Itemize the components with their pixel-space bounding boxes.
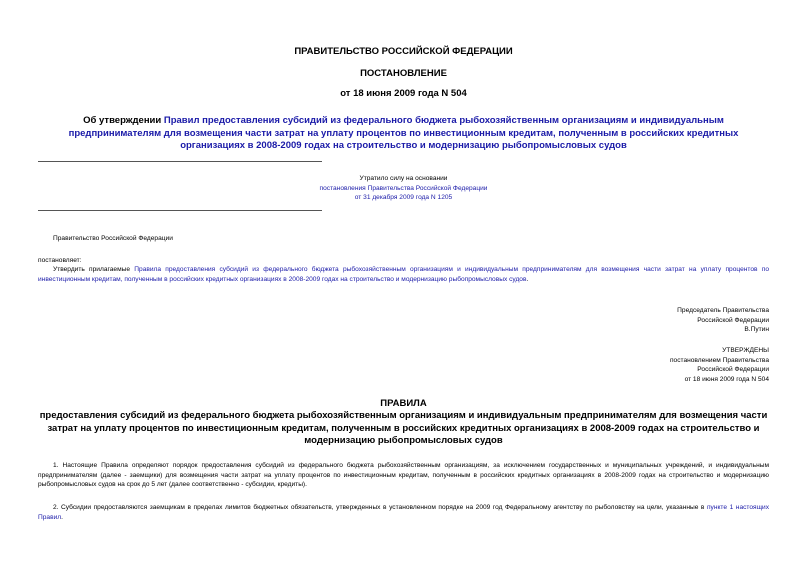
rules-paragraph-2 — [38, 503, 769, 522]
divider-bottom — [38, 210, 322, 211]
title-prefix: Об утверждении — [83, 115, 164, 126]
approve-prefix: Утвердить прилагаемые — [53, 266, 135, 273]
approval-date: от 18 июня 2009 года N 504 — [684, 375, 769, 383]
status-note — [270, 174, 537, 203]
approve-rules-link[interactable]: Правила предоставления субсидий из федерального бюджета рыбохозяйственным организациям и индивидуальным предпринимателям для возмещения части затрат на уплату процентов по инвестиционным кредитам, полученным в российских кредитных организациях в 2008-2009 годах на строительство и модернизацию рыбопромысловых судов — [38, 266, 769, 283]
status-note-link-1[interactable]: постановления Правительства Российской Федерации — [319, 184, 488, 192]
p2-suffix: . — [61, 513, 63, 521]
status-note-text: Утратило силу на основании — [359, 175, 448, 182]
approval-block — [500, 346, 769, 384]
document-type-heading: ПОСТАНОВЛЕНИЕ — [360, 68, 447, 79]
rules-subheading: предоставления субсидий из федерального бюджета рыбохозяйственным организациям и индивидуальным предпринимателям для возмещения части затрат на уплату процентов по инвестиционным кредитам, полученным в российских кредитных организациях в 2008-2009 годах на строительство и модернизацию рыбопромысловых судов — [39, 410, 768, 446]
title-link[interactable]: Правил предоставления субсидий из федерального бюджета рыбохозяйственным организациям и индивидуальным предпринимателям для возмещения части затрат на уплату процентов по инвестиционным кредитам, полученным в российских кредитных организациях в 2008-2009 годах на строительство и модернизацию рыбопромысловых судов — [68, 115, 739, 151]
signature-block — [500, 306, 769, 335]
status-note-link-2[interactable]: от 31 декабря 2009 года N 1205 — [354, 194, 453, 201]
p2-prefix: 2. Субсидии предоставляются заемщикам в пределах лимитов бюджетных обязательств, утвержденных в установленном порядке на 2009 год Федеральному агентству по рыболовству на цели, указанные в — [53, 504, 707, 511]
approve-suffix: . — [526, 275, 529, 283]
approval-title: УТВЕРЖДЕНЫ — [722, 347, 769, 354]
rules-heading: ПРАВИЛА — [380, 398, 427, 409]
approval-by: постановлением Правительства — [669, 356, 769, 364]
approval-country: Российской Федерации — [697, 366, 769, 373]
decrees-text: постановляет: — [38, 257, 82, 264]
signature-name: В.Путин — [744, 326, 769, 333]
document-title — [48, 115, 759, 153]
issuer-text: Правительство Российской Федерации — [53, 235, 173, 242]
signature-country: Российской Федерации — [697, 316, 769, 324]
signature-title: Председатель Правительства — [677, 307, 769, 314]
approve-paragraph — [38, 265, 769, 284]
p2-link[interactable]: пункте 1 настоящих Правил — [38, 504, 769, 521]
divider-top — [38, 161, 322, 162]
rules-paragraph-1: 1. Настоящие Правила определяют порядок предоставления субсидий из федерального бюджета рыбохозяйственным организациям, за исключением государственных и муниципальных учреждений, и индивидуальным предпринимателям (далее - заемщики) для возмещения части затрат на уплату процентов по инвестиционным кредитам, полученным в российских кредитных организациях в 2008-2009 годах на строительство и модернизацию рыбопромысловых судов на срок до 5 лет (далее соответственно - субсидии, кредиты). — [38, 462, 769, 488]
document-date-number: от 18 июня 2009 года N 504 — [340, 88, 467, 99]
government-heading: ПРАВИТЕЛЬСТВО РОССИЙСКОЙ ФЕДЕРАЦИИ — [294, 46, 513, 57]
